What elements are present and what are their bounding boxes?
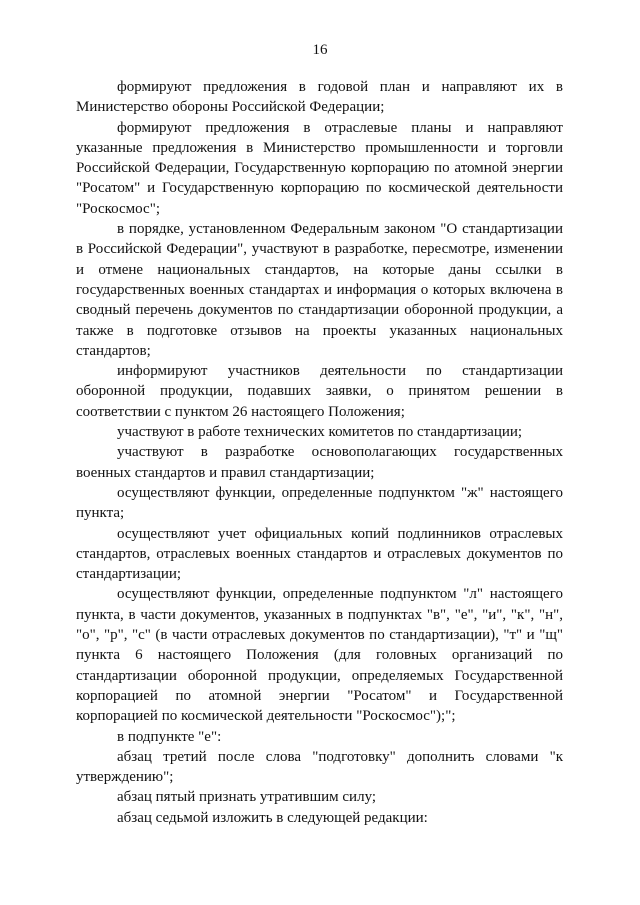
paragraph: формируют предложения в годовой план и направляют их в Министерство обороны Российской Федерации; <box>76 79 563 116</box>
paragraph: осуществляют учет официальных копий подлинников отраслевых стандартов, отраслевых военных стандартов и отраслевых документов по стандартизации; <box>76 525 563 583</box>
page-number: 16 <box>312 42 328 58</box>
paragraph: участвуют в разработке основополагающих государственных военных стандартов и правил стандартизации; <box>76 444 563 481</box>
paragraph: в подпункте "е": <box>117 728 222 745</box>
paragraph: осуществляют функции, определенные подпунктом "ж" настоящего пункта; <box>76 484 563 522</box>
paragraph: информируют участников деятельности по стандартизации оборонной продукции, подавших заявки, о принятом решении в соответствии с пунктом 26 настоящего Положения; <box>76 363 563 420</box>
paragraph: абзац седьмой изложить в следующей редакции: <box>117 809 428 826</box>
paragraph: абзац пятый признать утратившим силу; <box>117 789 377 806</box>
paragraph: участвуют в работе технических комитетов по стандартизации; <box>117 424 523 441</box>
paragraph: формируют предложения в отраслевые планы и направляют указанные предложения в Министерство промышленности и торговли Российской Федерации, Государственную корпорацию по атомной энергии "Росатом" и Государственную корпорацию по космической деятельности "Роскосмос"; <box>76 119 563 217</box>
document-body <box>76 77 563 828</box>
paragraph: осуществляют функции, определенные подпунктом "л" настоящего пункта, в части документов, указанных в подпунктах "в", "е", "и", "к", "н", "о", "р", "с" (в части отраслевых документов по стандартизации), "т" и "щ" пункта 6 настоящего Положения (для головных организаций по стандартизации оборонной продукции, определяемых Государственной корпорацией по атомной энергии "Росатом" и Государственной корпорацией по космической деятельности "Роскосмос");"; <box>76 586 563 725</box>
paragraph: в порядке, установленном Федеральным законом "О стандартизации в Российской Федерации", участвуют в разработке, пересмотре, изменении и отмене национальных стандартов, на которые даны ссылки в государственных военных стандартах и информация о которых включена в сводный перечень документов по стандартизации оборонной продукции, а также в подготовке отзывов на проекты указанных национальных стандартов; <box>76 221 563 359</box>
paragraph: абзац третий после слова "подготовку" дополнить словами "к утверждению"; <box>76 748 563 786</box>
